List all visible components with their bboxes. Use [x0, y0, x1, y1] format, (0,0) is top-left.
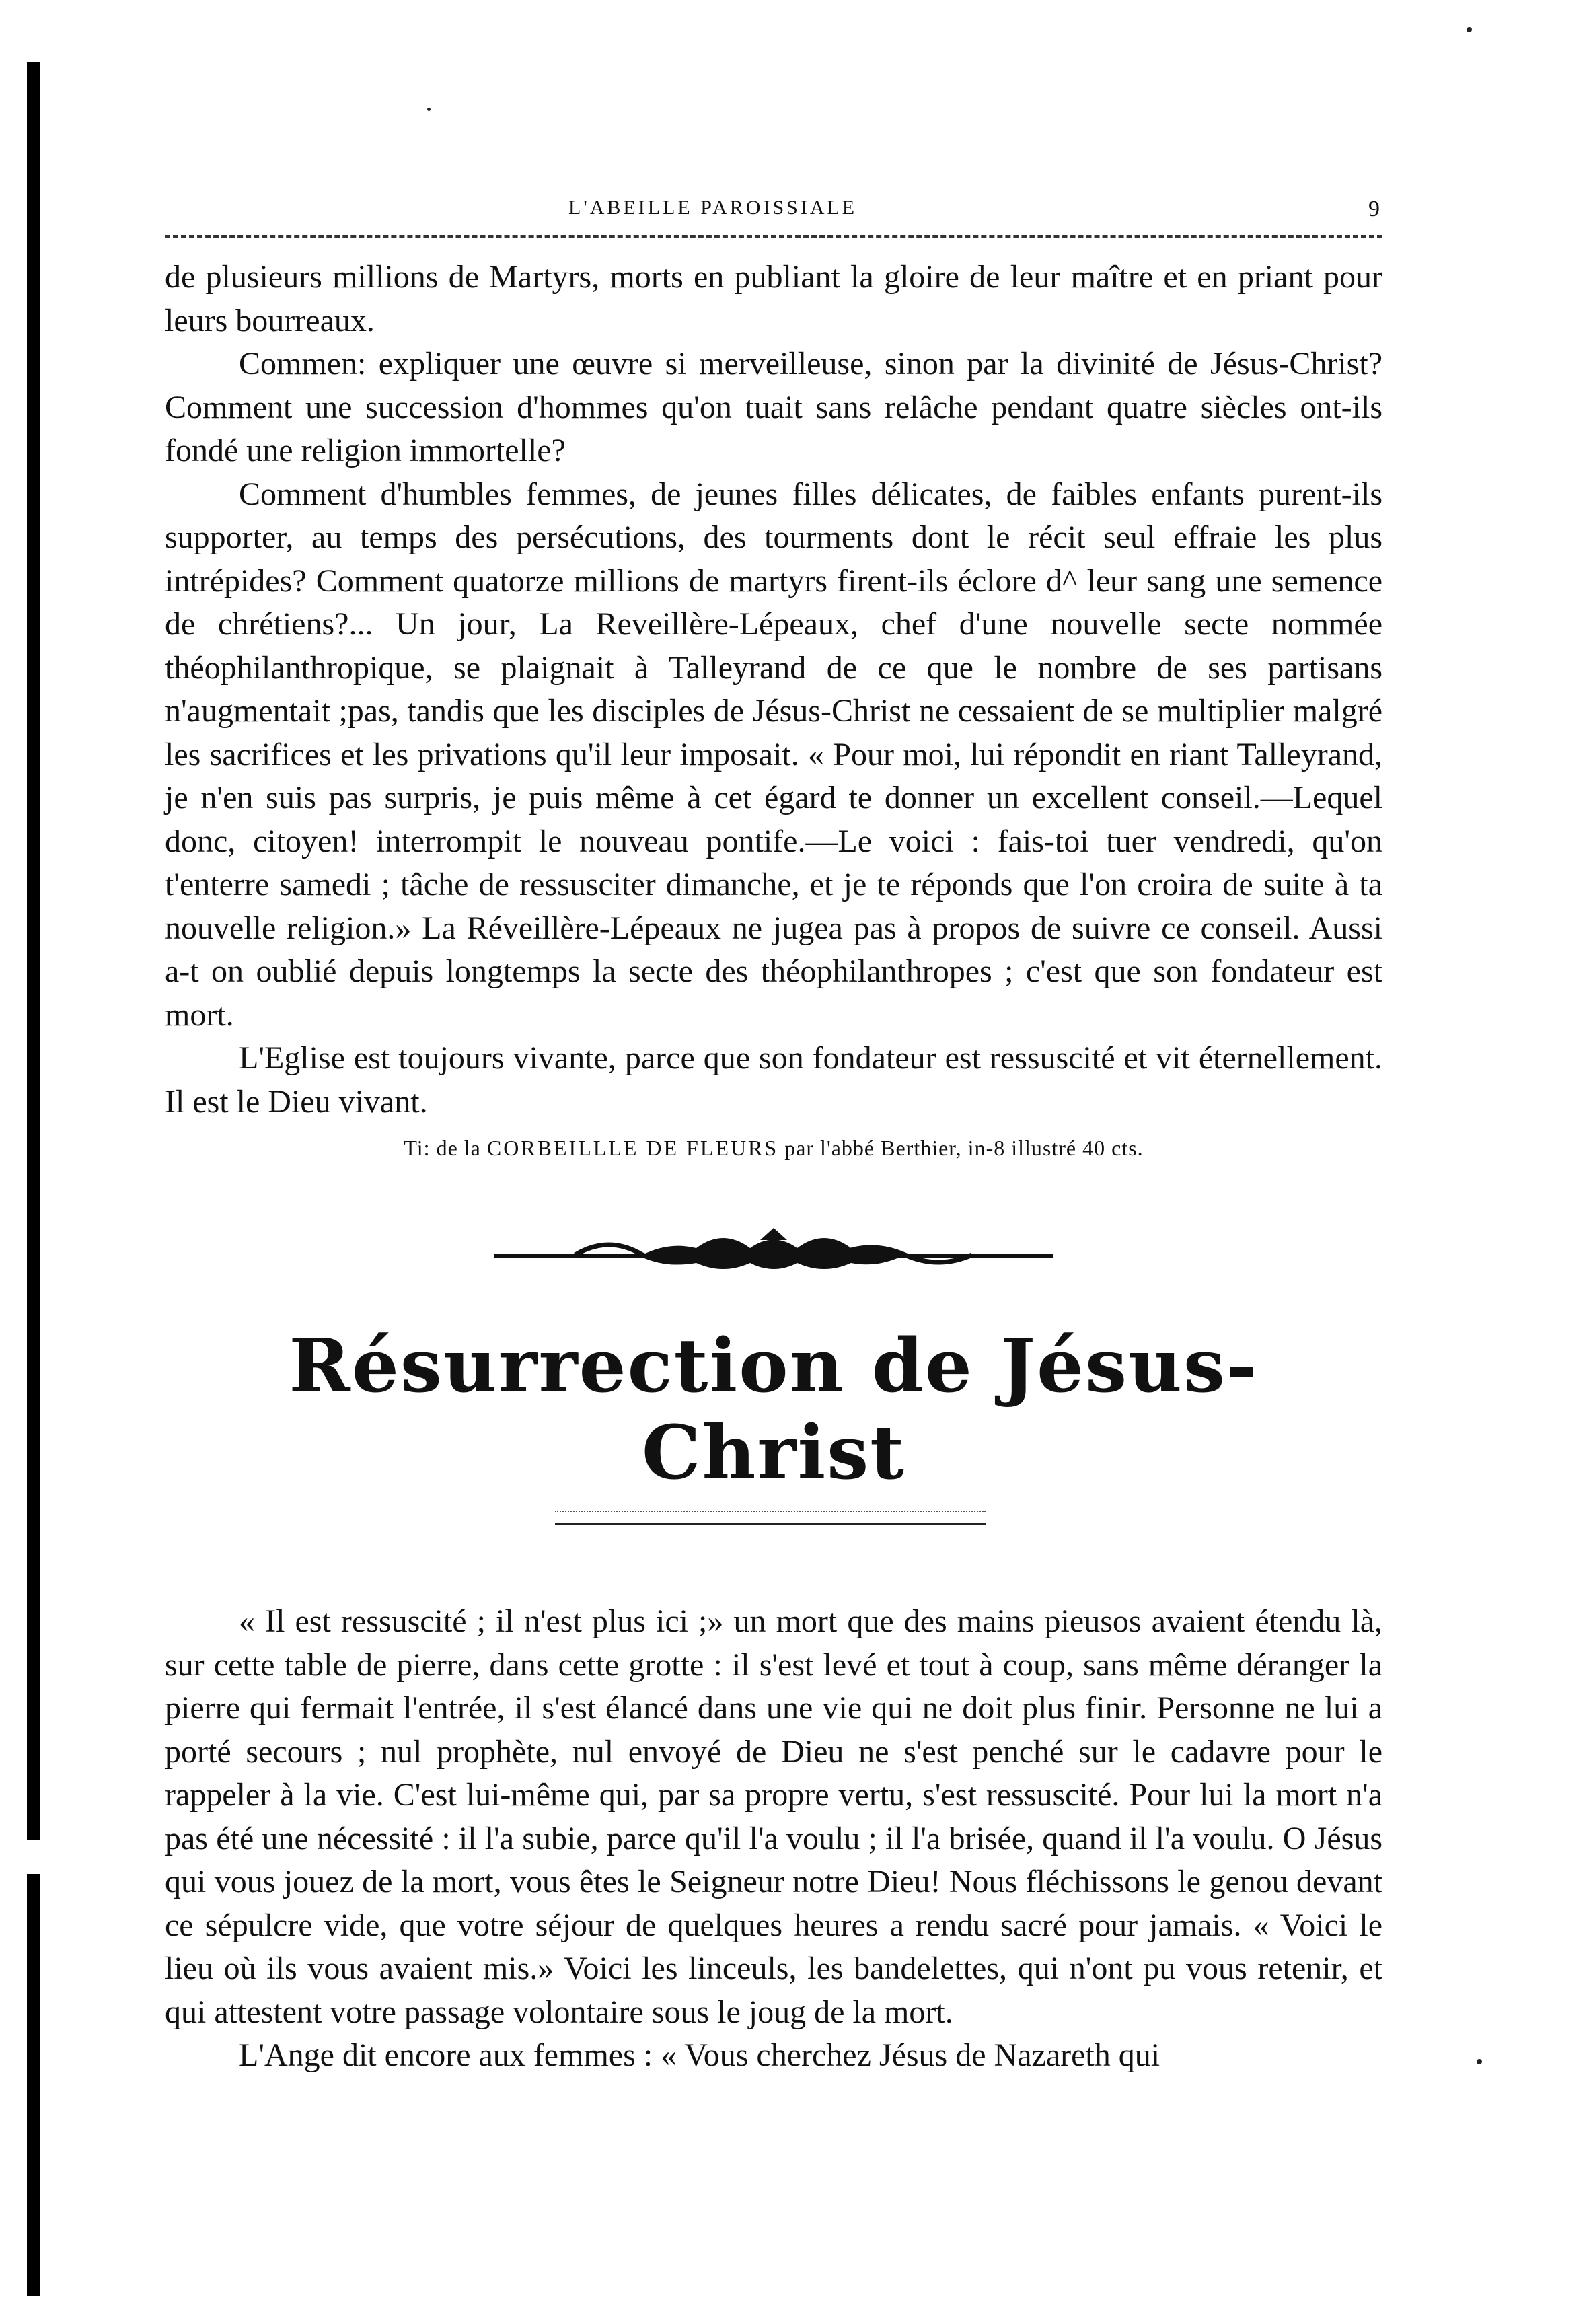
paragraph: « Il est ressuscité ; il n'est plus ici ;» un mort que des mains pieusos avaient étendu là, sur cette table de pierre, dans cette grotte : il s'est levé et tout à coup, sans même déranger la pierre qui fermait l'entrée, il s'est élancé dans une vie qui ne doit plus finir. Personne ne lui a porté secours ; nul prophète, nul envoyé de Dieu ne s'est penché sur le cadavre pour le rappeler à la vie. C'est lui-même qui, par sa propre vertu, s'est ressuscité. Pour lui la mort n'a pas été une nécessité : il l'a subie, parce qu'il l'a voulu ; il l'a brisée, quand il l'a voulu. O Jésus qui vous jouez de la mort, vous êtes le Seigneur notre Dieu! Nous fléchissons le genou devant ce sépulcre vide, que votre séjour de quelques heures a rendu sacré pour jamais. « Voici le lieu où ils vous avaient mis.» Voici les linceuls, les bandelettes, qui n'ont pu vous retenir, et qui attestent votre passage volontaire sous le joug de la mort. [165, 1603, 1382, 2030]
scan-margin-gap [27, 1840, 40, 1874]
scan-speck [1477, 2059, 1482, 2064]
paragraph: L'Ange dit encore aux femmes : « Vous cherchez Jésus de Nazareth qui [239, 2037, 1160, 2073]
heading-rule-thick [555, 1523, 986, 1525]
paragraph: de plusieurs millions de Martyrs, morts en publiant la gloire de leur maître et en priant pour leurs bourreaux. [165, 259, 1382, 338]
scan-speck [427, 108, 431, 111]
page-number: 9 [1368, 196, 1382, 221]
running-head-title: L'ABEILLE PAROISSIALE [568, 196, 858, 219]
ornament-icon [494, 1228, 1053, 1275]
section-body [165, 1600, 1382, 2078]
ornament-divider [165, 1208, 1382, 1302]
heading-rule-thin [555, 1511, 986, 1512]
page [165, 182, 1382, 2078]
credit-prefix: Ti: de la [404, 1136, 481, 1160]
scan-margin-bar [27, 62, 40, 2296]
heading-rule [165, 1496, 1382, 1543]
scan-speck [1467, 27, 1472, 32]
paragraph: Comment d'humbles femmes, de jeunes filles délicates, de faibles enfants purent-ils supporter, au temps des persécutions, des tourments dont le récit seul effraie les plus intrépides? Comment quatorze millions de martyrs firent-ils éclore d^ leur sang une semence de chrétiens?... Un jour, La Reveillère-Lépeaux, chef d'une nouvelle secte nommée théophilanthropique, se plaignait à Talleyrand de ce que le nombre de ses partisans n'augmentait ;pas, tandis que les disciples de Jésus-Christ ne cessaient de se multiplier malgré les sacrifices et les privations qu'il leur imposait. « Pour moi, lui répondit en riant Talleyrand, je n'en suis pas surpris, je puis même à cet égard te donner un excellent conseil.—Lequel donc, citoyen! interrompit le nouveau pontife.—Le voici : fais-toi tuer vendredi, qu'on t'enterre samedi ; tâche de ressusciter dimanche, et je te réponds que l'on croira de suite à ta nouvelle religion.» La Réveillère-Lépeaux ne jugea pas à propos de suivre ce conseil. Aussi a-t on oublié depuis longtemps la secte des théophilanthropes ; c'est que son fondateur est mort. [165, 476, 1382, 1033]
paragraph: Commen: expliquer une œuvre si merveilleuse, sinon par la divinité de Jésus-Christ? Comment une succession d'hommes qu'on tuait sans relâche pendant quatre siècles ont-ils fondé une religion immortelle? [165, 346, 1382, 468]
section-heading: Résurrection de Jésus-Christ [289, 1322, 1259, 1496]
credit-book-title: CORBEILLLE DE FLEURS [486, 1136, 779, 1160]
running-head [165, 182, 1382, 229]
source-credit [165, 1136, 1382, 1161]
header-rule [165, 235, 1382, 238]
paragraph: L'Eglise est toujours vivante, parce que son fondateur est ressuscité et vit éternellement. Il est le Dieu vivant. [165, 1040, 1382, 1120]
credit-suffix: par l'abbé Berthier, in-8 illustré 40 cts. [784, 1136, 1144, 1160]
